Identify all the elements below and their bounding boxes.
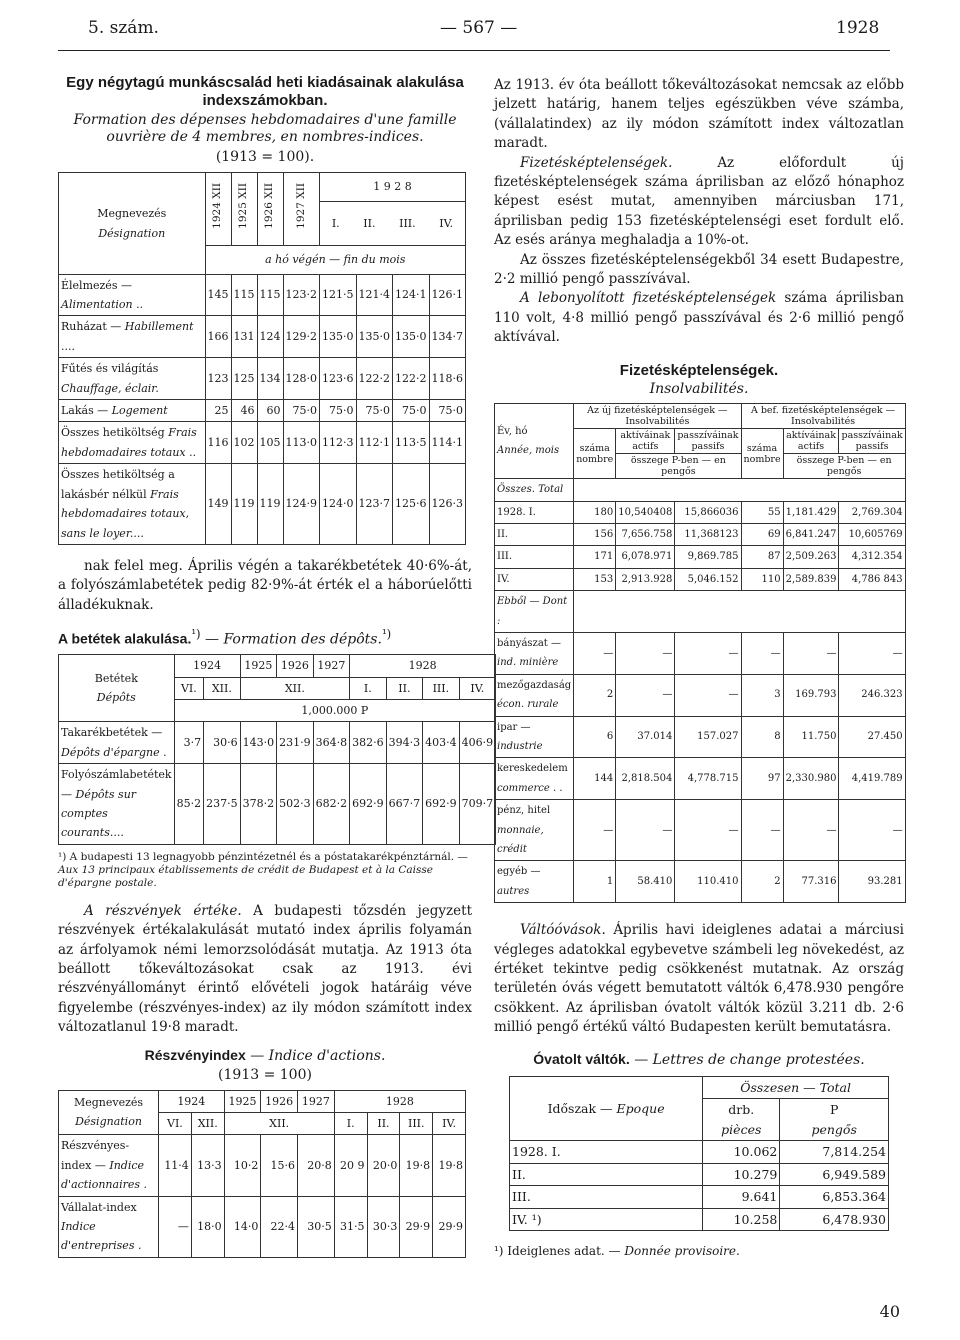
t4-col-head: Év, hó Année, mois [495, 404, 574, 479]
table2-footnote: ¹) A budapesti 13 legnagyobb pénzintézetnél és a póstatakarékpénztárnál. — Aux 13 principaux établissements de crédit de Budapest et à la Caisse d'épargne postale. [58, 850, 468, 889]
t5-col-head: Időszak — Epoque [510, 1077, 703, 1141]
table3-base: (1913 = 100) [218, 1067, 312, 1084]
table5-title: Óvatolt váltók. — Lettres de change protestées. [533, 1050, 865, 1068]
page-number: 40 [879, 1302, 900, 1321]
t1-row: Összes hetiköltség a lakásbér nélkül Frais hebdomadaires totaux, sans le loyer.... 149 119 119 124·9 124·0 123·7 125·6 126·3 [59, 464, 466, 545]
t1-row: Ruházat — Habillement .... 166 131 124 129·2 135·0 135·0 135·0 134·7 [59, 316, 466, 358]
table-weekly-expenses: Megnevezés Désignation 1924 XII 1925 XII 1926 XII 1927 XII 1 9 2 8 I. II. III. IV. a hó végén — fin du mois Élelmezés — Alimentation .. 145 115 115 123·2 121·5 121·4 124·1 126·1 Ruházat — Habillement .... 166 131 124 129·2 135·0 135·0 135·0 134·7 Fűtés és világítás Chauffage, éclair. 123 125 134 128·0 123·6 122·2 122·2 118·6 Lakás — Logement 25 46 60 75·0 75·0 75·0 75·0 75·0 Összes hetiköltség Frais hebdomadaires totaux .. 116 102 105 113·0 112·3 112·1 113·5 114·1 Összes hetiköltség a lakásbér nélkül Frais hebdomadaires totaux, sans le loyer.... 149 119 119 124·9 124·0 123·7 125·6 126·3 [58, 172, 466, 545]
t5-row: II. 10.279 6,949.589 [510, 1163, 889, 1185]
t3-row: Vállalat-index Indice d'entreprises . — 18·0 14·0 22·4 30·5 31·5 30·3 29·9 29·9 [59, 1196, 466, 1257]
table-protested-bills: Időszak — Epoque Összesen — Total drb. pièces P pengős 1928. I. 10.062 7,814.254 II. 10.279 6,949.589 III. 9.641 6,853.364 IV. ¹) 10.258 6,478.930 [509, 1076, 889, 1231]
table4-title-fr: Insolvabilités. [649, 380, 749, 397]
table-insolvencies: Év, hó Année, mois Az új fizetésképtelenségek — Insolvabilités A bef. fizetésképtelenségek — Insolvabilités száma nombre aktíváinak actifs passzíváinak passifs száma nombre aktíváinak actifs passzíváinak passifs összege P-ben — en pengős összege P-ben — en pengős Összes. Total 1928. I. 180 10,540408 15,866036 55 1,181.429 2,769.304 II. 156 7,656.758 11,368123 69 6,841.247 10,605769 III. 171 6,078.971 9,869.785 87 2,509.263 4,312.354 IV. 153 2,913.928 5,046.152 110 2,589.839 4,786 843 Ebből — Dont : bányászat — ind. minière — — — — — — mezőgazdaság écon. rurale 2 — — 3 169.793 246.323 ipar — industrie 6 37.014 157.027 8 11.750 27.450 kereskedelem commerce . . 144 2,818.504 4,778.715 97 2,330.980 4,419.789 pénz, hitel monnaie, crédit — — — — — — egyéb — autres 1 58.410 110.410 2 77.316 93.281 [494, 403, 906, 903]
t4-row: III. 171 6,078.971 9,869.785 87 2,509.263 4,312.354 [495, 546, 906, 568]
table1-title: Egy négytagú munkáscsalád heti kiadásainak alakulása indexszámokban. [66, 74, 464, 109]
para-deposits: nak felel meg. Április végén a takarékbetétek 40·6%-át, a folyószámlabetétek pedig 82·9%-át érték el a háborúelőtti álladékuknak. [58, 557, 472, 613]
t2-row: Folyószámlabetétek — Dépôts sur comptes courants.... 85·2 237·5 378·2 502·3 682·2 692·9 667·7 692·9 709·7 [59, 764, 496, 845]
t3-row: Részvényes-index — Indice d'actionnaires . 11·4 13·3 10·2 15·6 20·8 20 9 20·0 19·8 19·8 [59, 1135, 466, 1196]
t4-sector-row: egyéb — autres 1 58.410 110.410 2 77.316 93.281 [495, 861, 906, 903]
table2-title: A betétek alakulása.$^{^1)}$ — Formation des dépôts.$^{^1)}$ [58, 627, 392, 648]
t4-row: II. 156 7,656.758 11,368123 69 6,841.247 10,605769 [495, 523, 906, 545]
t5-row: III. 9.641 6,853.364 [510, 1186, 889, 1208]
header-rule [58, 50, 890, 51]
t4-row: 1928. I. 180 10,540408 15,866036 55 1,181.429 2,769.304 [495, 501, 906, 523]
t4-sector-row: pénz, hitel monnaie, crédit — — — — — — [495, 800, 906, 861]
table3-title: Részvényindex — Indice d'actions. [144, 1046, 386, 1064]
t4-sector-row: ipar — industrie 6 37.014 157.027 8 11.750 27.450 [495, 716, 906, 758]
left-column [58, 74, 494, 1258]
table5-footnote: ¹) Ideiglenes adat. — Donnée provisoire. [494, 1243, 740, 1258]
para-capital: Az 1913. év óta beállott tőkeváltozásokat nemcsak az előbb jelzett határig, hanem teljes egészükben véve számba, (vállalatindex) az ily módon számított index változatlan maradt. [494, 77, 904, 152]
para-settled: A lebonyolított fizetésképtelenségek száma áprilisban 110 volt, 4·8 millió pengő passzívával és 2·6 millió pengő aktívával. [494, 290, 904, 346]
t4-sector-row: mezőgazdaság écon. rurale 2 — — 3 169.793 246.323 [495, 674, 906, 716]
t1-row: Élelmezés — Alimentation .. 145 115 115 123·2 121·5 121·4 124·1 126·1 [59, 274, 466, 316]
para-insolvency: Fizetésképtelenségek. Az előfordult új fizetésképtelenségek száma áprilisban az előző hónaphoz képest esést mutat, amennyiben márciusban 171, áprilisban pedig 153 fizetésképtelenségi eset fordult elő. Az esés aránya meghaladja a 10%-ot. [494, 154, 904, 249]
t2-col-head: Betétek Dépôts [59, 655, 175, 722]
t4-sector-row: bányászat — ind. minière — — — — — — [495, 632, 906, 674]
para-insolvency-bp: Az összes fizetésképtelenségekből 34 esett Budapestre, 2·2 millió pengő passzívával. [494, 251, 904, 288]
t1-unit: a hó végén — fin du mois [205, 246, 466, 274]
table1-title-fr: Formation des dépenses hebdomadaires d'une famille ouvrière de 4 membres, en nombres-indices. [73, 112, 457, 145]
table1-base: (1913 = 100). [215, 149, 315, 165]
para-protests: Váltóóvások. Április havi ideiglenes adatai a márciusi végleges adatokkal egybevetve számbeli leg növekedést, az értéket tekintve pedig csökkenést mutatnak. Az ország területén óvás végett bemutatott váltók 6,478.930 pengőre csökkent. Az áprilisban óvatolt váltók közül 3.211 db. 2·6 millió pengő értékű váltó Budapesten került bemutatásra. [494, 922, 904, 1036]
t3-col-head: Megnevezés Désignation [59, 1090, 159, 1135]
table-share-index: Megnevezés Désignation 1924 1925 1926 1927 1928 VI. XII. XII. I. II. III. IV. Részvényes-index — Indice d'actionnaires . 11·4 13·3 10·2 15·6 20·8 20 9 20·0 19·8 19·8 Vállalat-index Indice d'entreprises . — 18·0 14·0 22·4 30·5 31·5 30·3 29·9 29·9 [58, 1090, 466, 1258]
table-deposits: Betétek Dépôts 1924 1925 1926 1927 1928 VI. XII. XII. I. II. III. IV. 1,000.000 P Takarékbetétek — Dépôts d'épargne . 3·7 30·6 143·0 231·9 364·8 382·6 394·3 403·4 406·9 Folyószámlabetétek — Dépôts sur comptes courants.... 85·2 237·5 378·2 502·3 682·2 692·9 667·7 692·9 709·7 [58, 654, 496, 845]
t1-row: Összes hetiköltség Frais hebdomadaires totaux .. 116 102 105 113·0 112·3 112·1 113·5 114·1 [59, 422, 466, 464]
header-center: — 567 — [440, 18, 518, 38]
t1-row: Fűtés és világítás Chauffage, éclair. 123 125 134 128·0 123·6 122·2 122·2 118·6 [59, 358, 466, 400]
para-shares: A részvények értéke. A budapesti tőzsdén jegyzett részvények értékalakulását mutató index április folyamán az árfolyamok némi lemorzsolódását mutatja. Az 1913 óta beállott tőkeváltozásokat csak az 1913. évi részvényállományt érintő elővételi jogok határáig véve figyelembe (részvényes-index) az ily módon számított index változatlanul 19·8 maradt. [58, 902, 472, 1036]
t1-row: Lakás — Logement 25 46 60 75·0 75·0 75·0 75·0 75·0 [59, 400, 466, 422]
header-right: 1928 [836, 18, 880, 38]
t5-row: IV. ¹) 10.258 6,478.930 [510, 1208, 889, 1230]
t4-sector-row: kereskedelem commerce . . 144 2,818.504 4,778.715 97 2,330.980 4,419.789 [495, 758, 906, 800]
t2-row: Takarékbetétek — Dépôts d'épargne . 3·7 30·6 143·0 231·9 364·8 382·6 394·3 403·4 406·9 [59, 722, 496, 764]
t4-row: IV. 153 2,913.928 5,046.152 110 2,589.839 4,786 843 [495, 568, 906, 590]
right-column [494, 76, 904, 1258]
t1-col-head: Megnevezés Désignation [59, 173, 206, 274]
t5-row: 1928. I. 10.062 7,814.254 [510, 1141, 889, 1163]
table4-title: Fizetésképtelenségek. [619, 361, 779, 379]
header-left: 5. szám. [88, 18, 159, 38]
